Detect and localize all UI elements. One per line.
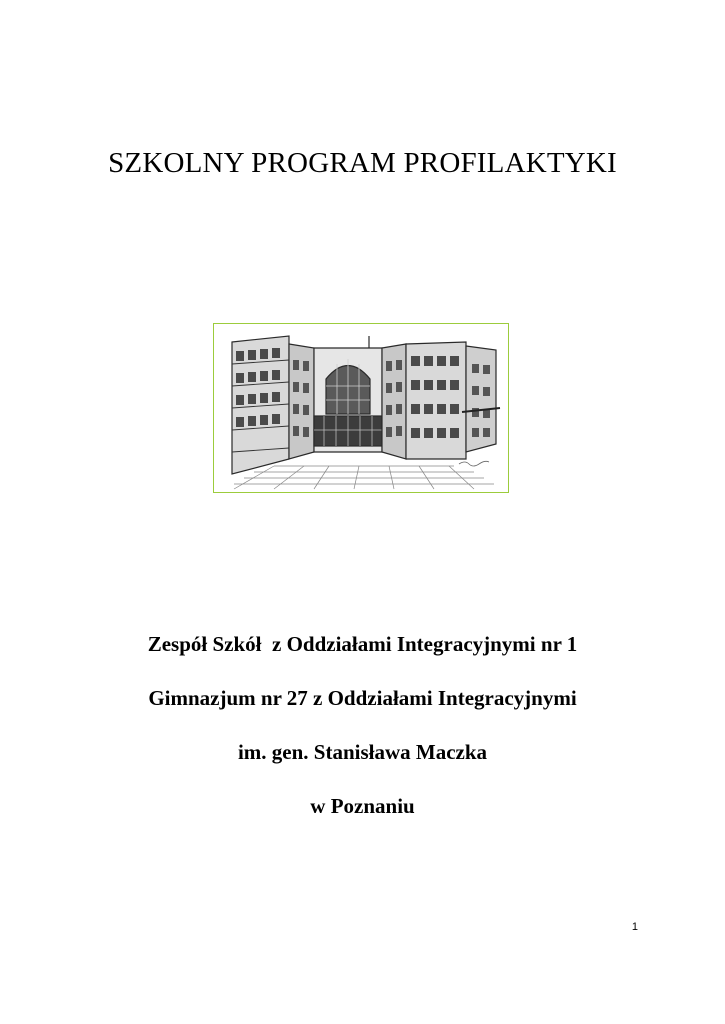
- document-title: SZKOLNY PROGRAM PROFILAKTYKI: [108, 147, 617, 179]
- page-number: 1: [631, 921, 638, 933]
- school-patron: im. gen. Stanisława Maczka: [237, 740, 488, 764]
- school-name: Gimnazjum nr 27 z Oddziałami Integracyjnymi: [148, 686, 577, 710]
- school-complex-name: Zespół Szkół z Oddziałami Integracyjnymi nr 1: [147, 632, 578, 656]
- school-building-sketch-icon: [214, 324, 508, 492]
- school-building-illustration: [213, 323, 509, 493]
- school-location: w Poznaniu: [310, 794, 415, 818]
